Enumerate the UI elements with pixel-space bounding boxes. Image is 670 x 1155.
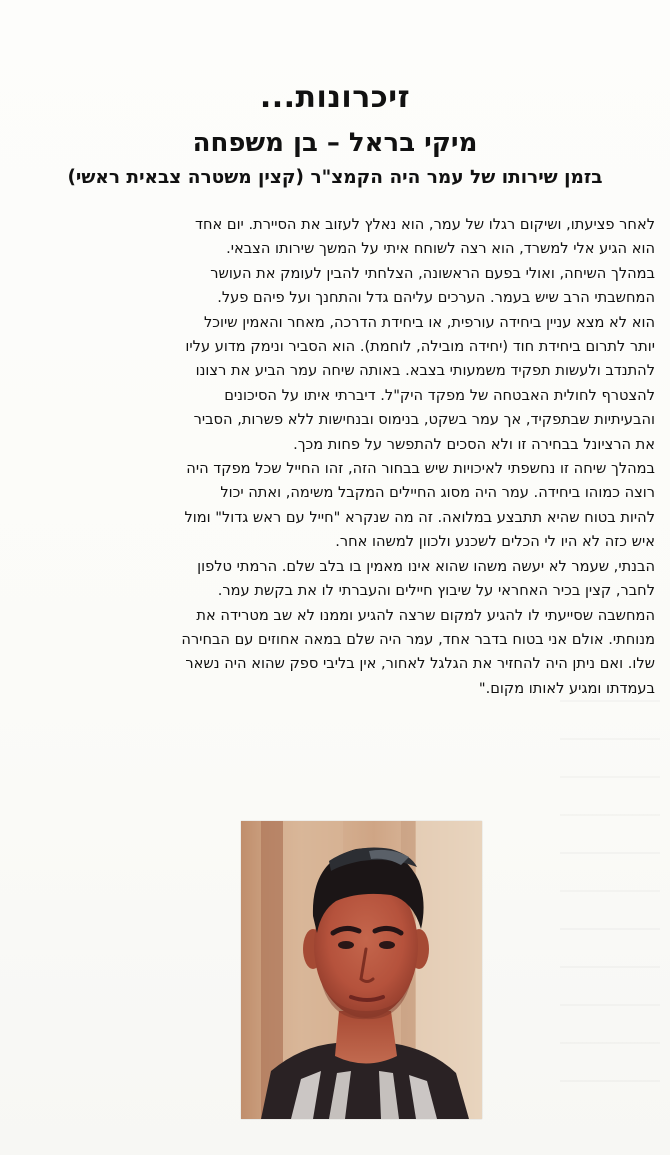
body-line: להתנדב ולעשות תפקיד משמעותי בצבא. באותה שיחה עמר הביע את רצונו <box>195 362 655 380</box>
body-line: המחשבתי הרב שיש בעמר. הערכים עליהם גדל והתחנך ועל פיהם פעל. <box>217 289 655 307</box>
author-role-subheading: בזמן שירותו של עמר היה הקמצ"ר (קצין משטרה צבאית ראשי) <box>67 167 603 188</box>
body-line: הוא לא מצא עניין ביחידה עורפית, או ביחידת הדרכה, מאחר והאמין שיוכל <box>204 313 655 331</box>
body-line: לחבר, קצין בכיר האחראי על שיבוץ חיילים והעברתי לו את בקשת עמר. <box>217 582 655 600</box>
body-line: לאחר פציעתו, ושיקום רגלו של עמר, הוא נאלץ לעזוב את הסיירת. יום אחד <box>195 216 655 233</box>
body-line: להיות בטוח שהיא תתבצע במלואה. זה מה שנקרא "חייל עם ראש גדול" ומול <box>184 508 655 526</box>
body-line: רוצה כמוהו ביחידה. עמר היה מסוג החיילים המקבל משימה, ואתה יכול <box>220 484 655 502</box>
body-line: המחשבה שסייעתי לו להגיע למקום שרצה להגיע וממנו לא שב מטרידה את <box>196 606 655 624</box>
page-title: זיכרונות... <box>259 80 411 115</box>
body-line: בעמדתו ומגיע לאותו מקום." <box>478 679 655 697</box>
body-line: מנוחתי. אולם אני בטוח בדבר אחד, עמר היה שלם במאה אחוזים עם הבחירה <box>181 630 655 648</box>
body-line: הבנתי, שעמר לא יעשה משהו שהוא אינו מאמין בו בלב שלם. הרמתי טלפון <box>197 557 655 575</box>
bleed-through-texture <box>560 700 660 1100</box>
body-line: להצטרף לחולית האבטחה של מפקד היק"ל. דיברתי איתו על הסיכונים <box>224 386 655 404</box>
page-subtitle: מיקי בראל – בן משפחה <box>192 128 478 158</box>
body-line: במהלך שיחה זו נחשפתי לאיכויות שיש בבחור הזה, זהו החייל שכל מפקד היה <box>186 460 655 478</box>
portrait-photo <box>241 821 482 1119</box>
memoir-body <box>15 213 655 701</box>
body-line: שלו. ואם ניתן היה להחזיר את הגלגל לאחור, אין בליבי ספק שהוא היה נשאר <box>185 655 655 673</box>
portrait-illustration <box>241 821 482 1119</box>
body-line: איש כזה לא היו לי הכלים לשכנע ולכוון למשהו אחר. <box>335 533 655 551</box>
body-line: במהלך השיחה, ואולי בפעם הראשונה, הצלחתי להבין לעומק את העושר <box>210 264 655 282</box>
body-line: הוא הגיע אלי למשרד, הוא רצה לשוחח איתי על המשך שירותו הצבאי. <box>226 240 655 258</box>
body-line: יותר לתרום ביחידת חוד (יחידה מובילה, לוחמת). הוא הסביר ונימק מדוע עליו <box>185 338 655 356</box>
body-line: את הרציונל בבחירה זו ולא הסכים להתפשר על פחות מכך. <box>293 435 655 453</box>
body-line: והבעיתיות שבתפקיד, אך עמר בשקט, בנימוס ובנחישות ללא פשרות, הסביר <box>193 411 655 429</box>
